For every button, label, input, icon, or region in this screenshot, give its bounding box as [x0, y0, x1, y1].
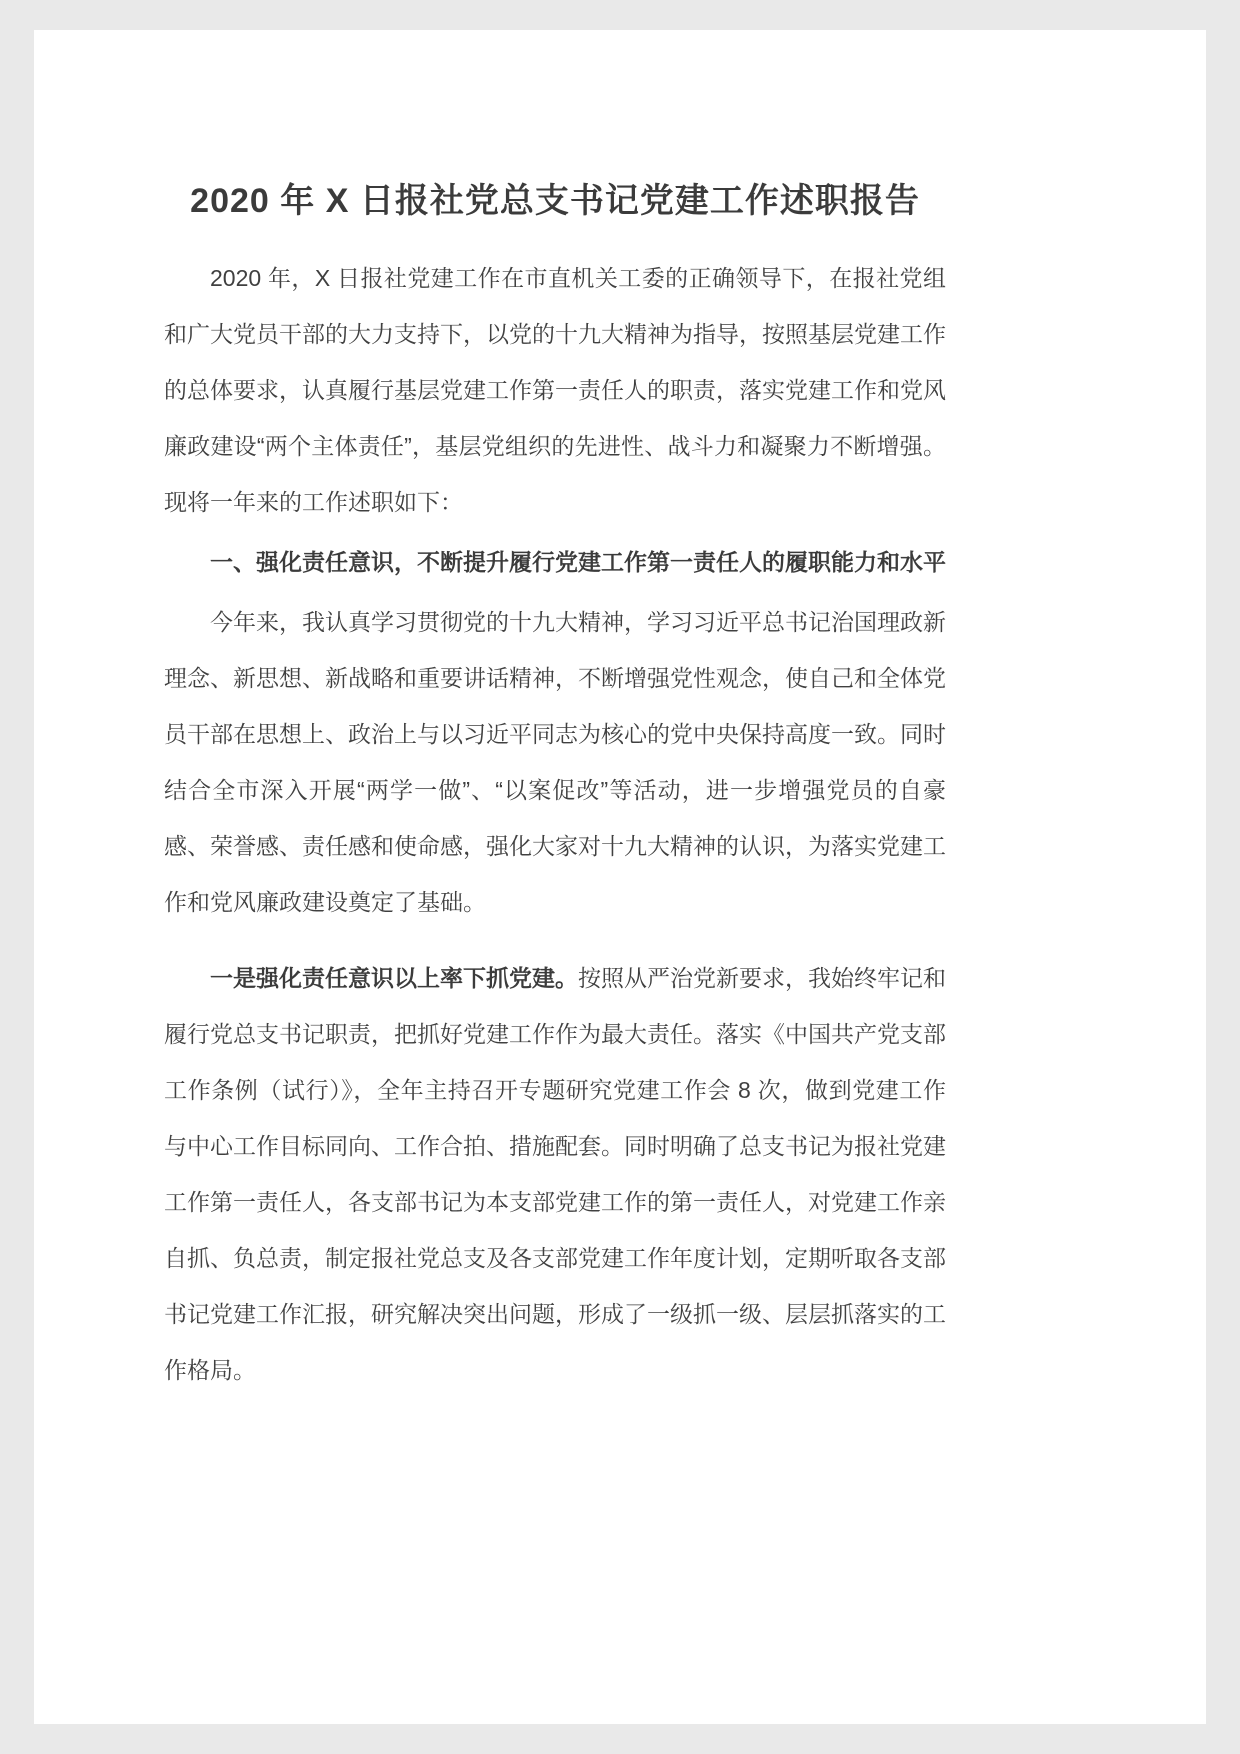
document-content: [164, 30, 946, 1402]
section-heading: 一、强化责任意识，不断提升履行党建工作第一责任人的履职能力和水平: [210, 549, 946, 575]
document-title: 2020 年 X 日报社党总支书记党建工作述职报告: [190, 182, 920, 220]
body-paragraph: 今年来，我认真学习贯彻党的十九大精神，学习习近平总书记治国理政新理念、新思想、新战略和重要讲话精神，不断增强党性观念，使自己和全体党员干部在思想上、政治上与以习近平同志为核心的党中央保持高度一致。同时结合全市深入开展“两学一做”、“以案促改”等活动，进一步增强党员的自豪感、荣誉感、责任感和使命感，强化大家对十九大精神的认识，为落实党建工作和党风廉政建设奠定了基础。: [164, 609, 946, 915]
paragraph-lead-bold: 一是强化责任意识以上率下抓党建。: [210, 965, 578, 991]
body-paragraph: 一是强化责任意识以上率下抓党建。按照从严治党新要求，我始终牢记和履行党总支书记职责，把抓好党建工作作为最大责任。落实《中国共产党支部工作条例（试行）》，全年主持召开专题研究党建工作会 8 次，做到党建工作与中心工作目标同向、工作合拍、措施配套。同时明确了总支书记为报社党建工作第一责任人，各支部书记为本支部党建工作的第一责任人，对党建工作亲自抓、负总责，制定报社党总支及各支部党建工作年度计划，定期听取各支部书记党建工作汇报，研究解决突出问题，形成了一级抓一级、层层抓落实的工作格局。: [164, 965, 946, 1383]
document-body: [164, 250, 946, 1398]
body-paragraph: 2020 年，X 日报社党建工作在市直机关工委的正确领导下，在报社党组和广大党员干部的大力支持下，以党的十九大精神为指导，按照基层党建工作的总体要求，认真履行基层党建工作第一责任人的职责，落实党建工作和党风廉政建设“两个主体责任”，基层党组织的先进性、战斗力和凝聚力不断增强。现将一年来的工作述职如下：: [164, 265, 946, 515]
document-page: [34, 30, 1206, 1724]
